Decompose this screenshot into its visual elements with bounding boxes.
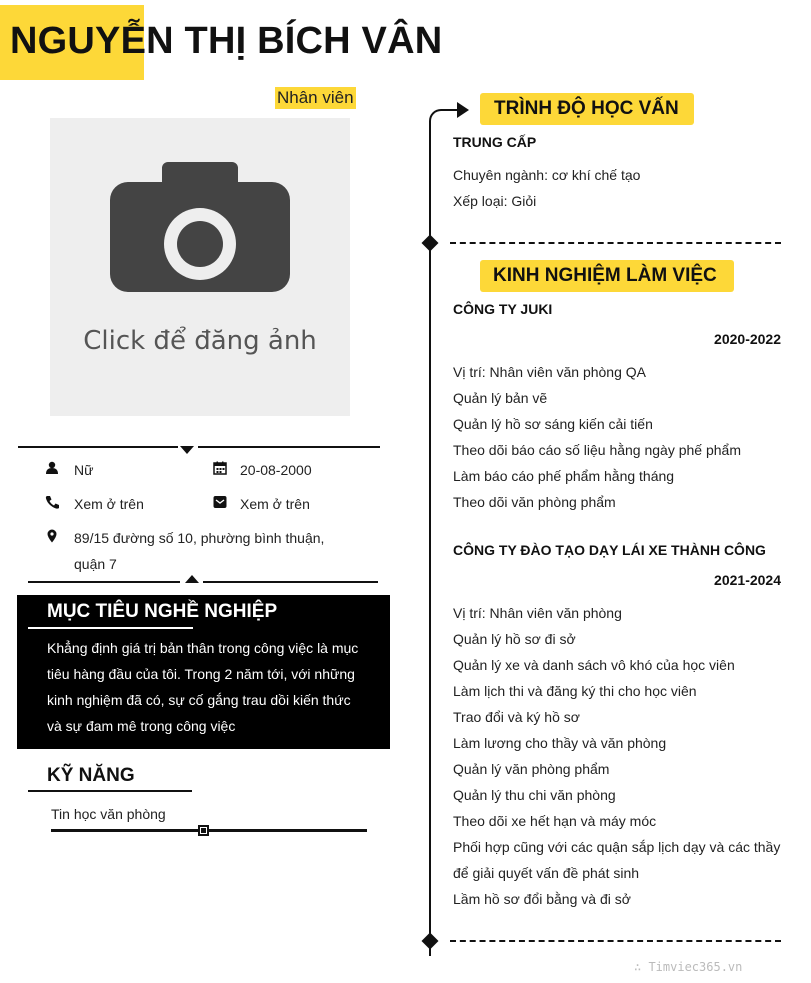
user-icon	[45, 461, 59, 475]
career-objective-text	[47, 635, 367, 739]
job-position: Nhân viên	[277, 88, 354, 107]
address-line-1: 89/15 đường số 10, phường bình thuận,	[74, 530, 325, 546]
job-detail: Quản lý bản vẽ	[453, 390, 548, 406]
divider-bottom-left	[28, 581, 180, 583]
job-detail: Quản lý văn phòng phẩm	[453, 761, 610, 777]
job-detail: Quản lý hồ sơ sáng kiến cải tiến	[453, 416, 653, 432]
photo-upload-label: Click để đăng ảnh	[83, 326, 317, 356]
timeline-arrow-icon	[457, 102, 469, 118]
job-detail: Lầm hồ sơ đổi bằng và đi sở	[453, 891, 631, 907]
job-company: CÔNG TY JUKI	[453, 301, 553, 317]
email-value: Xem ở trên	[240, 496, 310, 512]
education-major: Chuyên ngành: cơ khí chế tạo	[453, 167, 641, 183]
job-detail: Phối hợp cũng với các quận sắp lịch dạy và các thầy	[453, 839, 781, 855]
education-school: TRUNG CẤP	[453, 134, 537, 150]
photo-upload[interactable]	[50, 118, 350, 416]
phone-icon	[45, 495, 59, 509]
divider-arrow-up	[185, 575, 199, 583]
email-icon	[213, 495, 227, 509]
job-period: 2021-2024	[714, 572, 781, 588]
phone-value: Xem ở trên	[74, 496, 144, 512]
map-marker-icon	[45, 529, 59, 543]
job-detail: Làm lương cho thầy và văn phòng	[453, 735, 667, 751]
divider-bottom-right	[203, 581, 378, 583]
job-detail: Quản lý hồ sơ đi sở	[453, 631, 576, 647]
career-objective-title: MỤC TIÊU NGHỀ NGHIỆP	[47, 601, 278, 622]
job-period: 2020-2022	[714, 331, 781, 347]
birthday-value: 20-08-2000	[240, 462, 312, 478]
section-dashed-divider	[450, 242, 781, 244]
calendar-icon	[213, 461, 227, 475]
experience-title: KINH NGHIỆM LÀM VIỆC	[493, 265, 717, 286]
job-detail: Vị trí: Nhân viên văn phòng	[453, 605, 622, 621]
job-detail: Làm báo cáo phế phẩm hằng tháng	[453, 468, 675, 484]
timeline-curve	[429, 109, 457, 129]
job-detail: Làm lịch thi và đăng ký thi cho học viên	[453, 683, 697, 699]
divider-arrow-down	[180, 446, 194, 454]
education-grade: Xếp loại: Giỏi	[453, 193, 537, 209]
camera-icon	[110, 160, 290, 292]
site-watermark: ∴ Timviec365.vn	[634, 960, 743, 974]
candidate-name: NGUYỄN THỊ BÍCH VÂN	[10, 20, 443, 62]
skill-name: Tin học văn phòng	[51, 806, 166, 822]
gender-value: Nữ	[74, 462, 94, 478]
job-detail: Theo dõi văn phòng phẩm	[453, 494, 616, 510]
job-detail: Quản lý thu chi văn phòng	[453, 787, 616, 803]
skills-underline	[28, 790, 192, 792]
divider-top-right	[198, 446, 380, 448]
job-detail: để giải quyết vấn đề phát sinh	[453, 865, 640, 881]
section-dashed-divider	[450, 940, 781, 942]
job-detail: Theo dõi xe hết hạn và máy móc	[453, 813, 657, 829]
career-objective-section	[17, 595, 390, 749]
job-detail: Quản lý xe và danh sách vô khó của học viên	[453, 657, 735, 673]
objective-line: kinh nghiệm đã có, sự cố gắng trau dồi kiến thức	[47, 692, 351, 708]
skill-level-knob[interactable]	[198, 825, 209, 836]
job-company: CÔNG TY ĐÀO TẠO DẠY LÁI XE THÀNH CÔNG	[453, 542, 766, 558]
skills-title: KỸ NĂNG	[47, 765, 135, 786]
address-line-2: quận 7	[74, 556, 117, 572]
objective-line: tiêu hàng đầu của tôi. Trong 2 năm tới, với những	[47, 666, 355, 682]
divider-top-left	[18, 446, 178, 448]
objective-line: Khẳng định giá trị bản thân trong công việc là mục	[47, 640, 359, 656]
education-title: TRÌNH ĐỘ HỌC VẤN	[494, 98, 679, 119]
job-detail: Vị trí: Nhân viên văn phòng QA	[453, 364, 646, 380]
timeline-diamond	[422, 933, 439, 950]
career-objective-underline	[28, 627, 193, 629]
job-detail: Theo dõi báo cáo số liệu hằng ngày phế phẩm	[453, 442, 741, 458]
timeline-diamond	[422, 235, 439, 252]
objective-line: và sự đam mê trong công việc	[47, 718, 236, 734]
job-detail: Trao đổi và ký hồ sơ	[453, 709, 580, 725]
skill-level-bar	[51, 829, 367, 832]
